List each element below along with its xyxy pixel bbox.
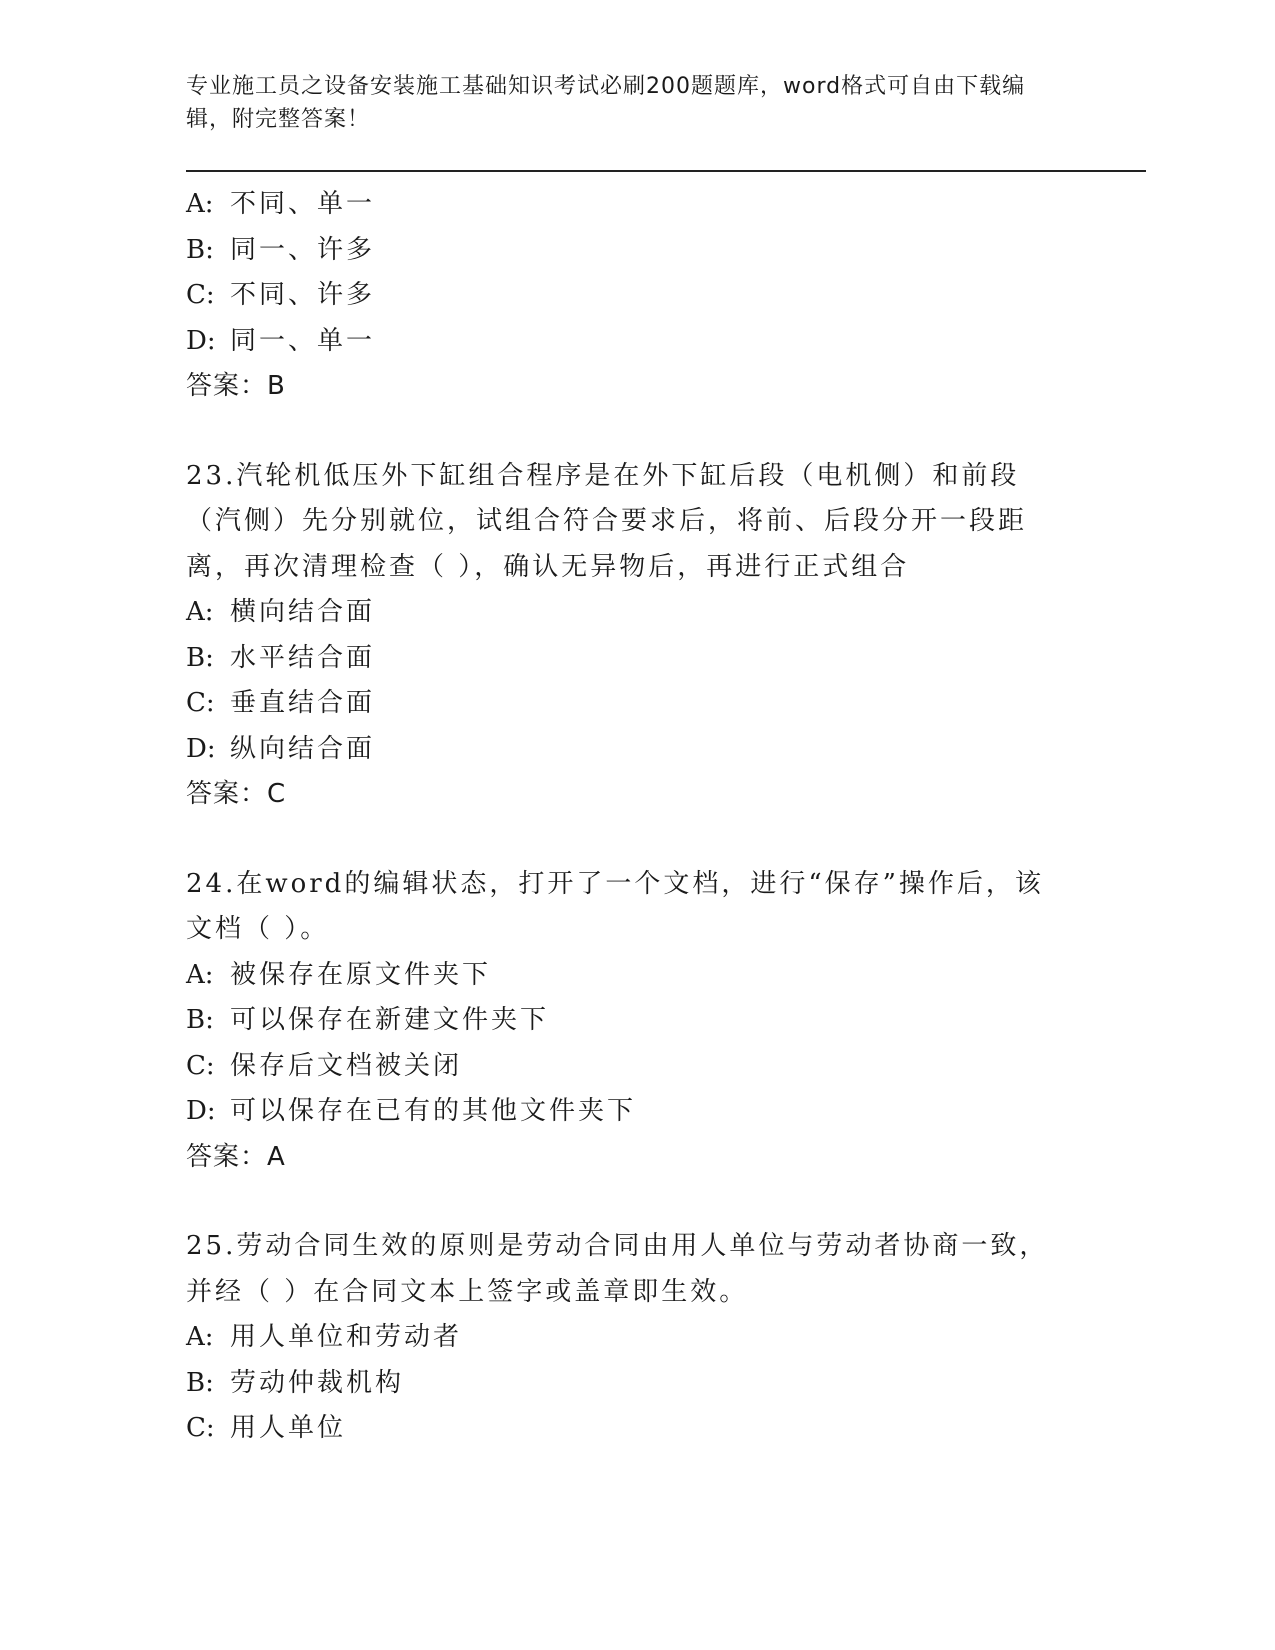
option-c [186,273,1146,319]
option-text: 同一、许多 [230,234,376,265]
option-label: D: [186,733,216,764]
option-text: 用人单位 [230,1413,347,1443]
question-24 [186,862,1146,1181]
option-d [186,319,1146,365]
option-label: B: [186,1367,214,1398]
option-label: A: [186,189,214,219]
answer-line: 答案：B [186,371,286,401]
option-text: 横向结合面 [230,597,376,627]
option-text: 可以保存在已有的其他文件夹下 [230,1096,637,1126]
option-text: 纵向结合面 [230,733,376,764]
option-label: C: [186,1413,215,1443]
document-page [186,70,1146,1452]
option-label: D: [186,325,216,356]
question-text: 24.在word的编辑状态，打开了一个文档，进行“保存”操作后，该文档（ ）。 [186,868,1044,944]
option-c [186,1406,1146,1452]
option-a [186,953,1146,999]
option-c [186,1044,1146,1090]
option-b [186,636,1146,682]
option-label: B: [186,1005,214,1035]
option-label: A: [186,597,214,627]
spacer [186,818,1146,862]
option-text: 垂直结合面 [230,688,376,718]
question-text: 23.汽轮机低压外下缸组合程序是在外下缸后段（电机侧）和前段（汽侧）先分别就位，试组合符合要求后，将前、后段分开一段距离，再次清理检查（ ），确认无异物后，再进行正式组合 [186,460,1028,582]
option-label: B: [186,642,214,673]
option-text: 水平结合面 [230,642,376,673]
option-text: 可以保存在新建文件夹下 [230,1005,550,1035]
option-a [186,1315,1146,1361]
option-text: 不同、单一 [230,189,376,219]
question-text: 25.劳动合同生效的原则是劳动合同由用人单位与劳动者协商一致，并经（ ）在合同文本上签字或盖章即生效。 [186,1231,1049,1307]
option-b [186,998,1146,1044]
option-label: D: [186,1096,216,1126]
option-text: 同一、单一 [230,325,376,356]
option-a [186,182,1146,228]
question-25 [186,1224,1146,1452]
option-text: 用人单位和劳动者 [230,1322,463,1352]
header-divider [186,170,1146,172]
document-header-title: 专业施工员之设备安装施工基础知识考试必刷200题题库，word格式可自由下载编辑，附完整答案！ [186,74,1026,132]
option-label: B: [186,234,214,265]
question-22 [186,182,1146,410]
option-b [186,1361,1146,1407]
option-label: C: [186,1050,215,1081]
option-label: C: [186,280,215,310]
option-label: A: [186,1322,214,1352]
spacer [186,1180,1146,1224]
document-body [186,182,1146,1452]
option-label: A: [186,959,214,990]
option-b [186,228,1146,274]
spacer [186,410,1146,454]
option-label: C: [186,688,215,718]
answer-line: 答案：C [186,779,287,809]
option-text: 劳动仲裁机构 [230,1367,405,1398]
option-d [186,1089,1146,1135]
option-text: 保存后文档被关闭 [230,1050,463,1081]
option-a [186,590,1146,636]
answer-line: 答案：A [186,1141,286,1172]
option-c [186,681,1146,727]
option-text: 被保存在原文件夹下 [230,959,492,990]
question-23 [186,454,1146,818]
option-d [186,727,1146,773]
option-text: 不同、许多 [230,280,376,310]
